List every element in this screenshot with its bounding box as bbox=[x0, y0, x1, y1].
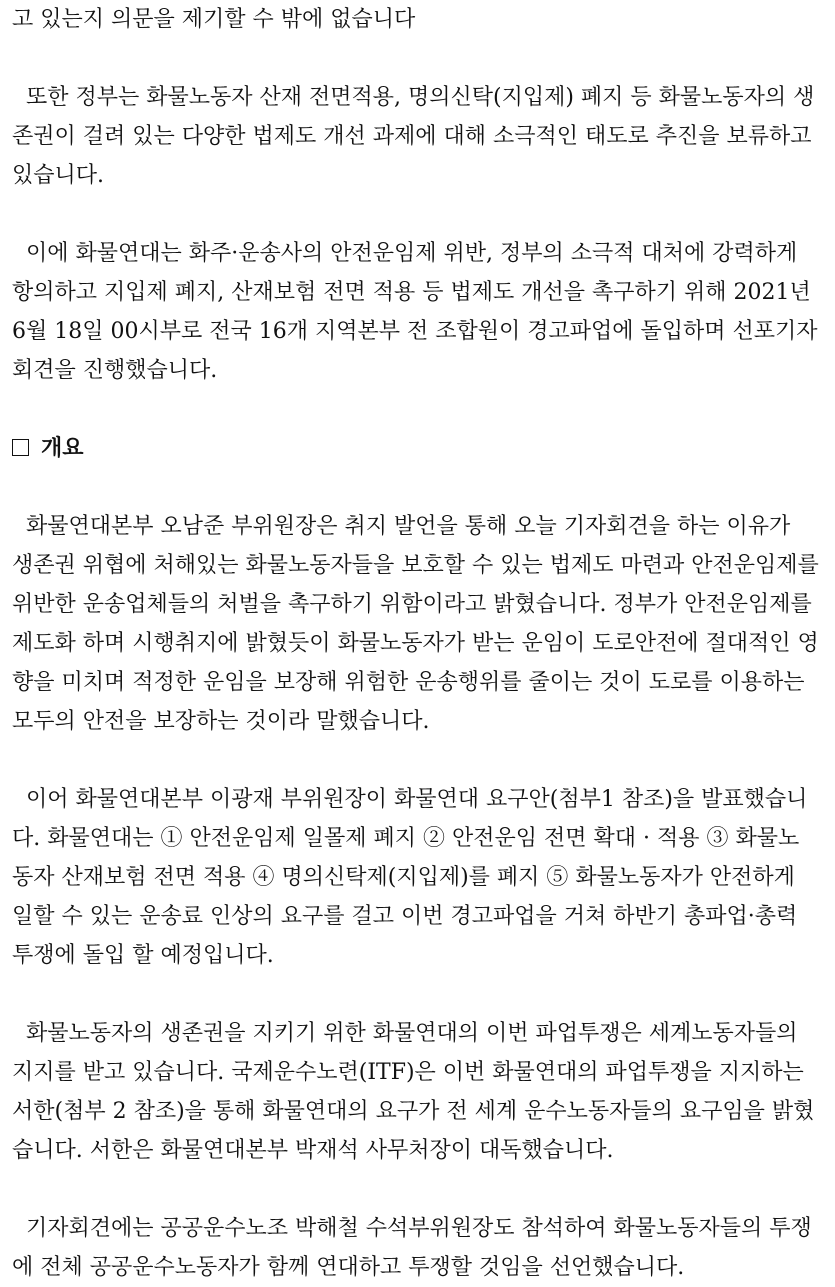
text-line: 모두의 안전을 보장하는 것이라 말했습니다. bbox=[12, 709, 430, 734]
paragraph-gap bbox=[12, 975, 823, 1014]
text-line: 존권이 걸려 있는 다양한 법제도 개선 과제에 대해 소극적인 태도로 추진을 보류하고 bbox=[12, 124, 812, 149]
text-line: 지지를 받고 있습니다. 국제운수노련(ITF)은 이번 화물연대의 파업투쟁을 지지하는 bbox=[12, 1060, 804, 1085]
paragraph-gap bbox=[12, 741, 823, 780]
section-heading-text: 개요 bbox=[41, 436, 84, 461]
text-line: 기자회견에는 공공운수노조 박해철 수석부위원장도 참석하여 화물노동자들의 투쟁 bbox=[12, 1216, 812, 1241]
text-line: 있습니다. bbox=[12, 163, 105, 188]
paragraph-gap bbox=[12, 468, 823, 507]
paragraph-solidarity bbox=[12, 1209, 823, 1287]
paragraph-strike-announcement bbox=[12, 234, 823, 390]
text-line: 항의하고 지입제 폐지, 산재보험 전면 적용 등 법제도 개선을 촉구하기 위해 2021년 bbox=[12, 280, 811, 305]
paragraph-gap bbox=[12, 195, 823, 234]
paragraph-gap bbox=[12, 39, 823, 78]
text-line: 위반한 운송업체들의 처벌을 촉구하기 위함이라고 밝혔습니다. 정부가 안전운임제를 bbox=[12, 592, 812, 617]
text-line: 이어 화물연대본부 이광재 부위원장이 화물연대 요구안(첨부1 참조)을 발표했습니 bbox=[12, 787, 808, 812]
paragraph-itf-support bbox=[12, 1014, 823, 1170]
text-line: 제도화 하며 시행취지에 밝혔듯이 화물노동자가 받는 운임이 도로안전에 절대적인 영 bbox=[12, 631, 819, 656]
paragraph-demands bbox=[12, 780, 823, 975]
text-line: 생존권 위협에 처해있는 화물노동자들을 보호할 수 있는 법제도 마련과 안전운임제를 bbox=[12, 553, 819, 578]
text-line: 향을 미치며 적정한 운임을 보장해 위험한 운송행위를 줄이는 것이 도로를 이용하는 bbox=[12, 670, 805, 695]
text-line: 또한 정부는 화물노동자 산재 전면적용, 명의신탁(지입제) 폐지 등 화물노동자의 생 bbox=[12, 85, 815, 110]
text-line: 화물연대본부 오남준 부위원장은 취지 발언을 통해 오늘 기자회견을 하는 이유가 bbox=[12, 514, 791, 539]
text-line: 이에 화물연대는 화주·운송사의 안전운임제 위반, 정부의 소극적 대처에 강력하게 bbox=[12, 241, 798, 266]
text-line: 일할 수 있는 운송료 인상의 요구를 걸고 이번 경고파업을 거쳐 하반기 총파업·총력 bbox=[12, 904, 798, 929]
text-line: 투쟁에 돌입 할 예정입니다. bbox=[12, 943, 274, 968]
text-line: 서한(첨부 2 참조)을 통해 화물연대의 요구가 전 세계 운수노동자들의 요구임을 밝혔 bbox=[12, 1099, 815, 1124]
text-line: 에 전체 공공운수노동자가 함께 연대하고 투쟁할 것임을 선언했습니다. bbox=[12, 1255, 685, 1280]
text-line: 고 있는지 의문을 제기할 수 밖에 없습니다 bbox=[12, 7, 416, 32]
square-bullet-icon bbox=[12, 439, 29, 456]
paragraph-gap bbox=[12, 390, 823, 429]
paragraph-opening-remarks bbox=[12, 507, 823, 741]
text-line: 화물노동자의 생존권을 지키기 위한 화물연대의 이번 파업투쟁은 세계노동자들의 bbox=[12, 1021, 798, 1046]
text-line: 회견을 진행했습니다. bbox=[12, 358, 218, 383]
text-line: 6월 18일 00시부로 전국 16개 지역본부 전 조합원이 경고파업에 돌입하며 선포기자 bbox=[12, 319, 818, 344]
text-line: 동자 산재보험 전면 적용 ④ 명의신탁제(지입제)를 폐지 ⑤ 화물노동자가 안전하게 bbox=[12, 865, 795, 890]
paragraph-gap bbox=[12, 1170, 823, 1209]
text-line: 습니다. 서한은 화물연대본부 박재석 사무처장이 대독했습니다. bbox=[12, 1138, 614, 1163]
paragraph-continuation bbox=[12, 0, 823, 39]
text-line: 다. 화물연대는 ① 안전운임제 일몰제 폐지 ② 안전운임 전면 확대 · 적용 ③ 화물노 bbox=[12, 826, 800, 851]
section-heading bbox=[12, 429, 823, 468]
paragraph-government-stance bbox=[12, 78, 823, 195]
